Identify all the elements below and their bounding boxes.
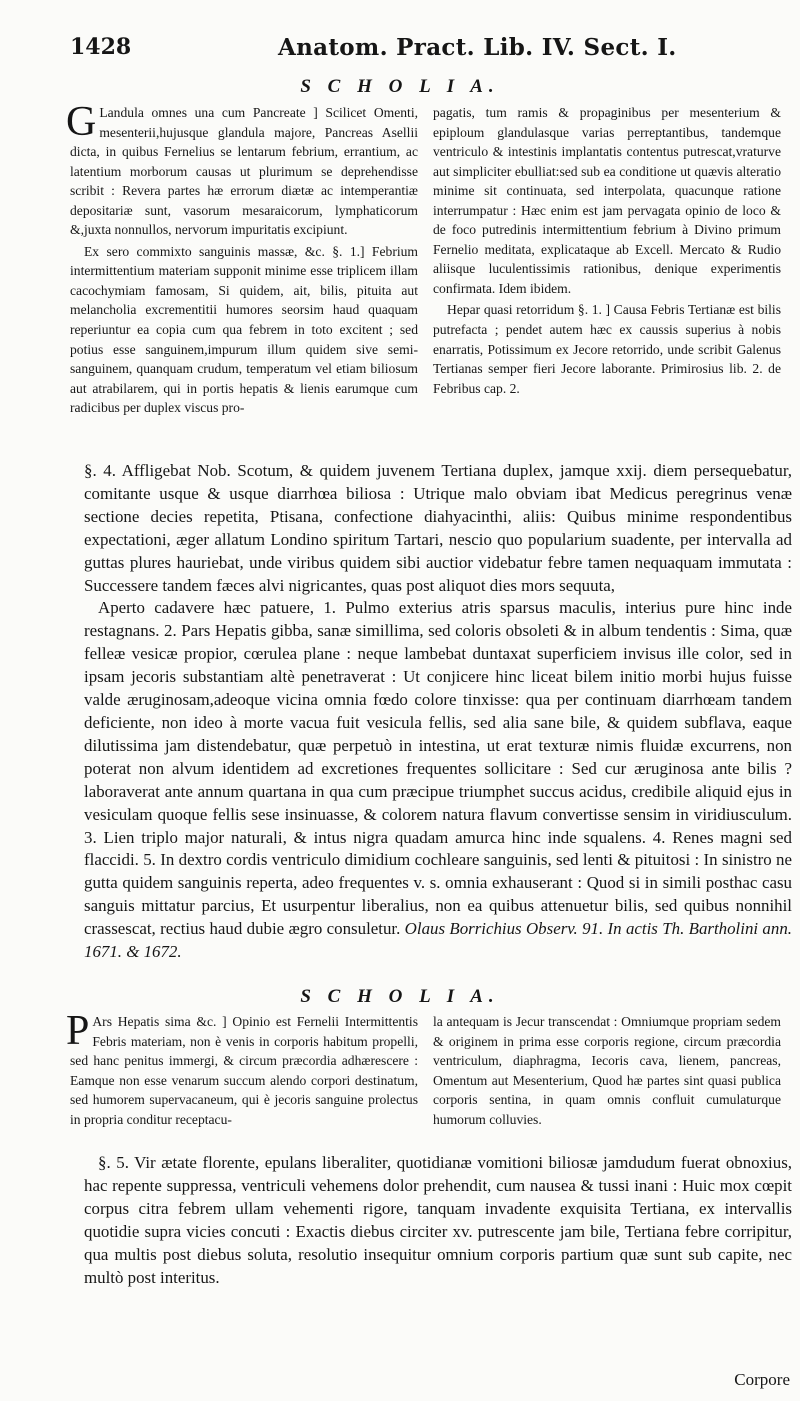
scholia-heading: S C H O L I A. (300, 986, 500, 1007)
catchword: Corpore (734, 1370, 790, 1389)
scholia-right-column (433, 103, 781, 400)
drop-cap: P (66, 1008, 90, 1054)
scholia-paragraph: Ex sero commixto sanguinis massæ, &c. §. 1.] Febrium intermittentium materiam supponit minime esse triplicem illam cacochymiam famosam, Si quidem, ait, bilis, pituita aut melancholia excrementitii humores seorsim haud quaquam reperiuntur ea copia cum qua febrem in toto excitent ; sed potius esse sanguinem,impurum illum quidem sive semi-sanguinem, quanquam crudum, temperatum vel etiam biliosum aut atrabilarem, qui in portis hepatis & lienis earumque cum radicibus per duplex viscus pro- (70, 243, 418, 416)
scholia-heading: S C H O L I A. (300, 76, 500, 97)
page-header (70, 34, 800, 74)
scholia-paragraph: Ars Hepatis sima &c. ] Opinio est Fernelii Intermittentis Febris materiam, non è venis in corporis habitum propelli, sed hanc penitus immergi, & circum præcordia adhærescere : Eamque non esse venarum succum alendo corpori destinatum, sed humorem supervacaneum, qui è jecoris sanguine prolectus in propria conditur receptacu- (70, 1014, 418, 1127)
page-number: 1428 (70, 34, 132, 60)
scholia-right-column (433, 1012, 781, 1131)
scholia-left-column (66, 1008, 418, 1131)
citation: Olaus Borrichius Observ. 91. In actis Th. Bartholini ann. 1671. & 1672. (84, 919, 792, 962)
scholia-paragraph: Landula omnes una cum Pancreate ] Scilicet Omenti, mesenterii,hujusque glandula majore, Pancreas Asellii dicta, in quibus Fernelius se lentarum febrium, errantium, ac latentium morborum causas ut plurimum se deprehendisse scribit : Revera partes hæ errorum diætæ ac intemperantiæ depositariæ sunt, vasorum mesaraicorum, lymphaticorum &,juxta nonnullos, nervorum impuritatis excipiunt. (70, 105, 418, 238)
section-4 (84, 460, 792, 964)
drop-cap: G (66, 99, 97, 145)
scholia-paragraph: pagatis, tum ramis & propaginibus per mesenterium & epiploum glandulasque varias perreptantibus, tandemque ventriculo & intestinis implantatis contentus putrescat,vraturve aut simpliciter ebulliat:sed sub ea conditione ut quævis alteratio minime sit continuata, sed interpolata, quacunque ratione interrumpatur : Hæc enim est jam pervagata opinio de loco & de foco putredinis intermittentium febrium à Divino primum Fernelio meditata, explicataque ab Excell. Mercato & Rudio aliisque luculentissimis rationibus, denique experimentis confirmata. Idem ibidem. (433, 105, 781, 296)
scholia-left-column (66, 99, 418, 420)
scholia-paragraph: la antequam is Jecur transcendat : Omniumque propriam sedem & originem in prima esse corporis regione, circum præcordia ventriculum, diaphragma, Iecoris cava, lienem, pancreas, Omentum aut Mesenterium, Quod hæ partes sint quasi publica corporis sentina, in quam omnis confluit cumulaturque humorum colluvies. (433, 1014, 781, 1127)
running-head: Anatom. Pract. Lib. IV. Sect. I. (278, 34, 677, 61)
section-5 (84, 1152, 792, 1289)
section-paragraph: Aperto cadavere hæc patuere, 1. Pulmo exterius atris sparsus maculis, interius pure hinc inde restagnans. 2. Pars Hepatis gibba, sanæ simillima, sed coloris obsoleti & in album tendentis : Sima, quæ felleæ vesicæ propior, cœrulea plane : neque lambebat duntaxat superficiem invisus ille color, sed in ipsam jecoris substantiam altè penetraverat : Ut conjicere hinc liceat bilem initio morbi hujus fuisse valde æruginosam,adeoque vicina omnia fœdo colore tinxisse: qua per continuam diarrhœam tandem deficiente, non ideo à morte vacua fuit vesicula fellis, sed alia sane bile, & quidem subflava, eaque dilutissima jam distendebatur, quæ perpetuò in intestina, ut erat texturæ nimis fluidæ excurrens, non poterat non alvum identidem ad excretiones frequentes sollicitare : Sed cur æruginosa ante bilis ? laboraverat ante annum quartana in qua cum præcipue triumphet succus acidus, credibile aliquid ejus in vesiculam quoque fellis sese insinuasse, & colorem natura flavum convertisse sensim in viridiusculum. 3. Lien triplo major naturali, & intus nigra quadam amurca hinc inde squalens. 4. Renes magni sed flaccidi. 5. In dextro cordis ventriculo dimidium cochleare sanguinis, sed lenti & pituitosi : In sinistro ne gutta quidem sanguinis reperta, adeo frequentes v. s. omnia exhauserant : Quod si in simili posthac casu sanguis mittatur parcius, Et usurpentur liberalius, non ea quibus attenuetur bilis, sed quibus nonnihil crassescat, rectius haud dubie ægro consuletur. (84, 598, 792, 939)
scholia-paragraph: Hepar quasi retorridum §. 1. ] Causa Febris Tertianæ est bilis putrefacta ; pendet autem hæc ex caussis superius à nobis enarratis, Potissimum ex Jecore retorrido, unde scribit Galenus Tertianas semper fieri Jecore laborante. Primirosius lib. 2. de Febribus cap. 2. (433, 302, 781, 396)
section-paragraph: §. 5. Vir ætate florente, epulans liberaliter, quotidianæ vomitioni biliosæ jamdudum fuerat obnoxius, hac repente suppressa, ventriculi vehemens dolor prehendit, cum nausea & tussi inani : Huic mox cœpit corpus citra febrem ullam vehementi rigore, tanquam invadente exquisita Tertiana, ex intervallis quotidie supra vicies concuti : Exactis diebus circiter xv. putrescente jam bile, Tertiana febre corripitur, qua multis post diebus soluta, resolutio insequitur omnium corporis partium quæ sunt sub capite, nec multò post interitus. (84, 1153, 792, 1287)
section-paragraph: §. 4. Affligebat Nob. Scotum, & quidem juvenem Tertiana duplex, jamque xxij. diem persequebatur, comitante usque & usque diarrhœa biliosa : Utrique malo obviam ibat Medicus peregrinus venæ sectione decies repetita, Ptisana, confectione diahyacinthi, aliis: Quibus minime respondentibus expectationi, æger allatum Londino spiritum Tartari, nescio quo popularium suadente, per intervalla ad guttas plures hauriebat, unde viribus quidem sibi auctior videbatur febre tamen nequaquam immutata : Successere tandem fæces alvi nigricantes, quas post aliquot dies mors sequuta, (84, 461, 792, 595)
